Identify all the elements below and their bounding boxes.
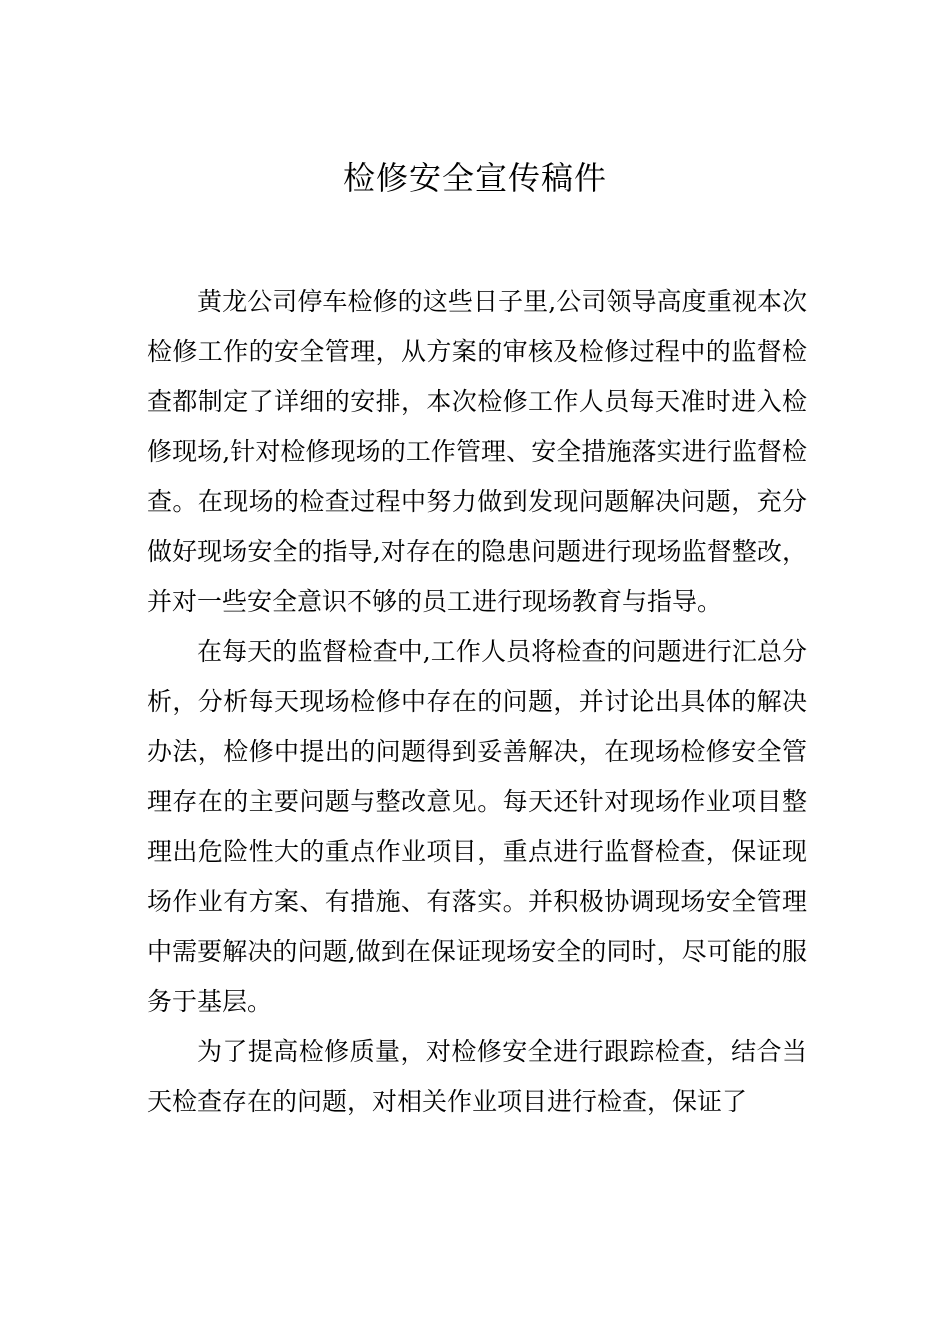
paragraph-3: 为了提高检修质量，对检修安全进行跟踪检查，结合当天检查存在的问题，对相关作业项目进行检查，保证了 — [147, 1037, 807, 1116]
document-title: 检修安全宣传稿件 — [342, 159, 607, 197]
paragraph-1: 黄龙公司停车检修的这些日子里,公司领导高度重视本次检修工作的安全管理，从方案的审核及检修过程中的监督检查都制定了详细的安排，本次检修工作人员每天准时进入检修现场,针对检修现场的工作管理、安全措施落实进行监督检查。在现场的检查过程中努力做到发现问题解决问题，充分做好现场安全的指导,对存在的隐患问题进行现场监督整改，并对一些安全意识不够的员工进行现场教育与指导。 — [147, 287, 807, 616]
paragraph-2: 在每天的监督检查中,工作人员将检查的问题进行汇总分析，分析每天现场检修中存在的问题，并讨论出具体的解决办法，检修中提出的问题得到妥善解决，在现场检修安全管理存在的主要问题与整改意见。每天还针对现场作业项目整理出危险性大的重点作业项目，重点进行监督检查，保证现场作业有方案、有措施、有落实。并积极协调现场安全管理中需要解决的问题,做到在保证现场安全的同时，尽可能的服务于基层。 — [147, 637, 807, 1016]
document-body — [147, 277, 807, 1127]
